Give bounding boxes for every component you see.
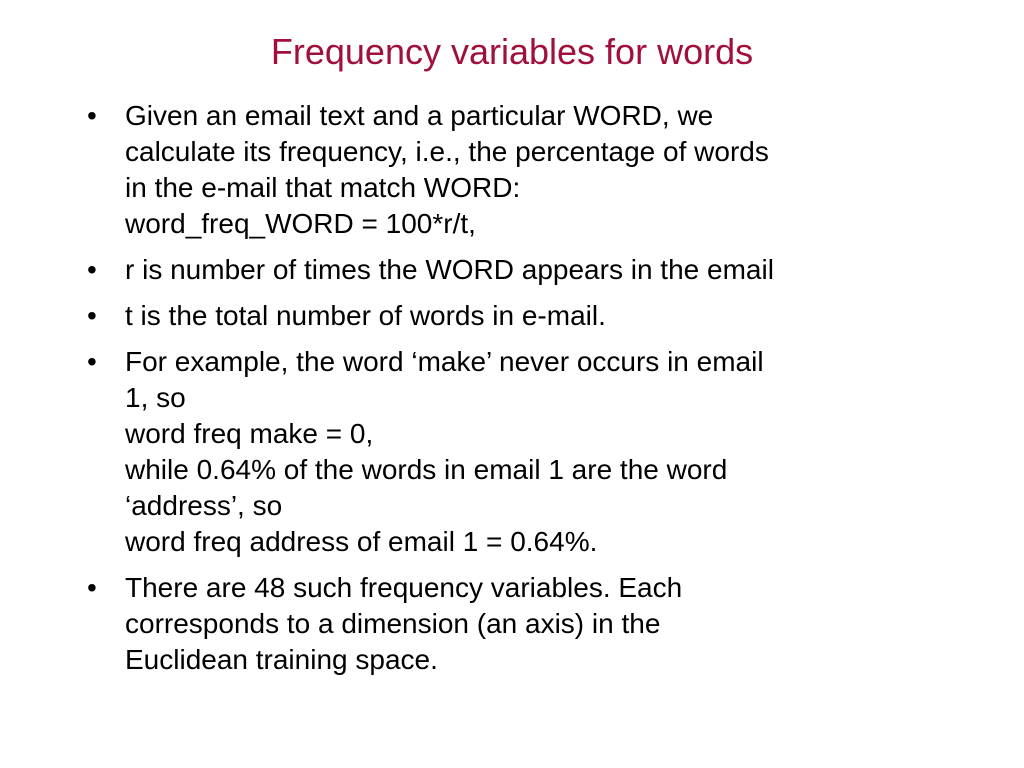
bullet-line: For example, the word ‘make’ never occurs in email bbox=[125, 346, 764, 377]
bullet-item bbox=[87, 344, 937, 560]
bullet-line: Given an email text and a particular WORD, we bbox=[125, 100, 714, 131]
bullet-line: t is the total number of words in e-mail. bbox=[125, 300, 606, 331]
bullet-icon: • bbox=[87, 254, 97, 285]
bullet-line: word_freq_WORD = 100*r/t, bbox=[125, 208, 476, 239]
bullet-line: while 0.64% of the words in email 1 are the word bbox=[125, 454, 728, 485]
bullet-line: corresponds to a dimension (an axis) in the bbox=[125, 608, 661, 639]
bullet-line: in the e-mail that match WORD: bbox=[125, 172, 521, 203]
bullet-line: r is number of times the WORD appears in the email bbox=[125, 254, 774, 285]
bullet-icon: • bbox=[87, 572, 97, 603]
slide-title: Frequency variables for words bbox=[270, 31, 754, 72]
bullet-line: There are 48 such frequency variables. Each bbox=[125, 572, 683, 603]
bullet-text bbox=[125, 298, 937, 334]
bullet-item bbox=[87, 298, 937, 334]
bullet-list bbox=[87, 98, 937, 688]
bullet-item bbox=[87, 98, 937, 242]
bullet-item bbox=[87, 570, 937, 678]
bullet-text bbox=[125, 98, 937, 242]
bullet-item bbox=[87, 252, 937, 288]
bullet-text bbox=[125, 570, 937, 678]
bullet-icon: • bbox=[87, 100, 97, 131]
bullet-line: word freq make = 0, bbox=[125, 418, 374, 449]
bullet-line: ‘address’, so bbox=[125, 490, 283, 521]
bullet-text bbox=[125, 344, 937, 560]
bullet-line: Euclidean training space. bbox=[125, 644, 438, 675]
bullet-line: word freq address of email 1 = 0.64%. bbox=[125, 526, 598, 557]
bullet-line: calculate its frequency, i.e., the percentage of words bbox=[125, 136, 769, 167]
bullet-icon: • bbox=[87, 346, 97, 377]
bullet-text bbox=[125, 252, 937, 288]
bullet-icon: • bbox=[87, 300, 97, 331]
bullet-line: 1, so bbox=[125, 382, 186, 413]
